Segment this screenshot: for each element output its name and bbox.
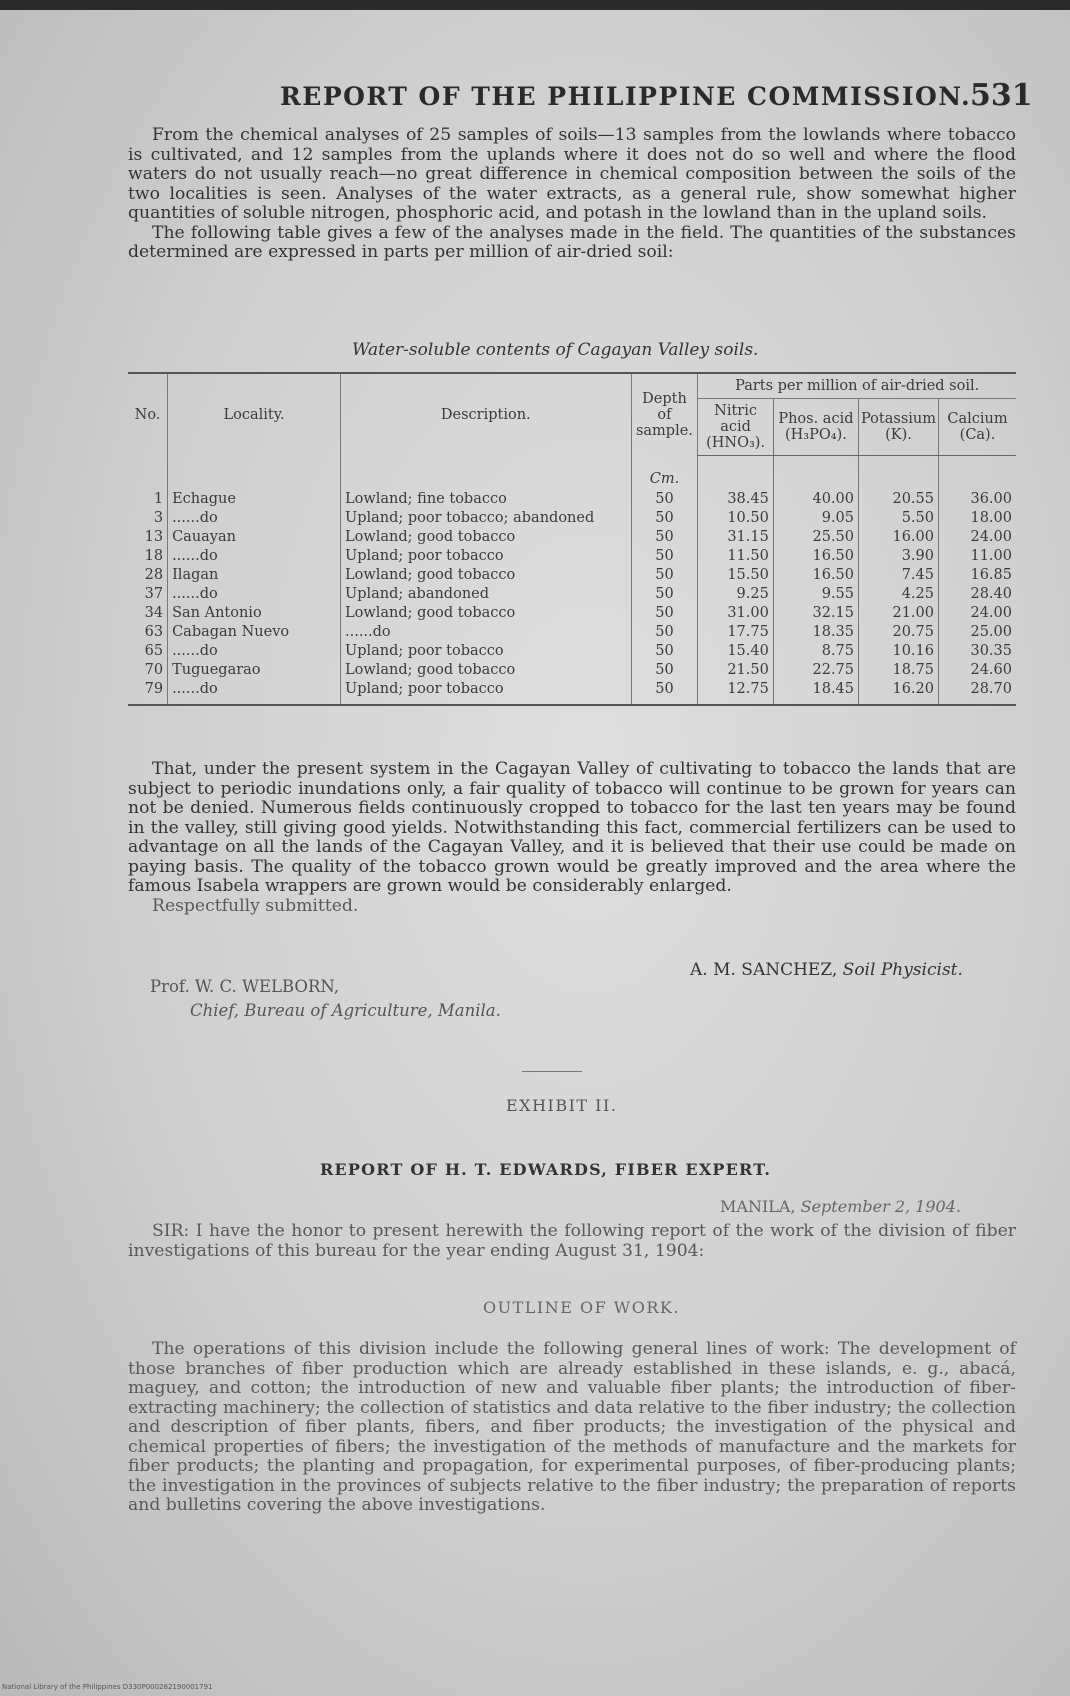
table-row xyxy=(128,546,1016,565)
cell-locality: ......do xyxy=(168,641,341,660)
cell-calcium: 24.60 xyxy=(939,660,1017,679)
cell-phos: 25.50 xyxy=(773,527,858,546)
col-header-phos: Phos. acid (H₃PO₄). xyxy=(773,399,858,456)
cell-potassium: 16.00 xyxy=(859,527,939,546)
cell-description: Upland; poor tobacco xyxy=(341,679,632,705)
cell-depth: 50 xyxy=(631,489,698,508)
cell-description: Lowland; good tobacco xyxy=(341,565,632,584)
dateline-date: September 2, 1904. xyxy=(800,1197,961,1216)
report-title: REPORT OF H. T. EDWARDS, FIBER EXPERT. xyxy=(320,1160,772,1179)
intro-paragraph-1: From the chemical analyses of 25 samples of soils—13 samples from the lowlands where tobacco is cultivated, and 12 samples from the uplands where it does not do so well and where the flood waters do not usually reach—no great difference in chemical composition between the soils of the two localities is seen. Analyses of the water extracts, as a general rule, show somewhat higher quantities of soluble nitrogen, phosphoric acid, and potash in the lowland than in the upland soils. xyxy=(128,125,1016,223)
cell-potassium: 4.25 xyxy=(859,584,939,603)
cell-description: Upland; poor tobacco xyxy=(341,641,632,660)
cell-phos: 9.55 xyxy=(773,584,858,603)
cell-potassium: 16.20 xyxy=(859,679,939,705)
cell-potassium: 18.75 xyxy=(859,660,939,679)
intro-section xyxy=(128,126,1016,263)
cell-nitric: 38.45 xyxy=(698,489,773,508)
cell-locality: Cabagan Nuevo xyxy=(168,622,341,641)
cell-locality: San Antonio xyxy=(168,603,341,622)
cell-description: Upland; abandoned xyxy=(341,584,632,603)
table-row xyxy=(128,603,1016,622)
cell-potassium: 20.55 xyxy=(859,489,939,508)
cell-depth: 50 xyxy=(631,679,698,705)
cell-no: 37 xyxy=(144,585,164,602)
table-body xyxy=(128,456,1016,706)
table-row xyxy=(128,641,1016,660)
cell-potassium: 7.45 xyxy=(859,565,939,584)
cell-calcium: 28.40 xyxy=(939,584,1017,603)
exhibit-heading: EXHIBIT II. xyxy=(506,1096,618,1115)
signature-title: Soil Physicist. xyxy=(842,960,963,980)
col-header-calcium: Calcium (Ca). xyxy=(939,399,1017,456)
cell-locality: ......do xyxy=(168,546,341,565)
header-title: REPORT OF THE PHILIPPINE COMMISSION. xyxy=(280,82,972,111)
cell-description: Lowland; good tobacco xyxy=(341,603,632,622)
cell-depth: 50 xyxy=(631,565,698,584)
depth-unit: Cm. xyxy=(631,456,698,490)
cell-potassium: 21.00 xyxy=(859,603,939,622)
cell-locality: ......do xyxy=(168,508,341,527)
intro-paragraph-2: The following table gives a few of the analyses made in the field. The quantities of the substances determined are expressed in parts per million of air-dried soil: xyxy=(128,222,1016,262)
letter-opening-text: SIR: I have the honor to present herewith the following report of the work of the division of fiber investigations of this bureau for the year ending August 31, 1904: xyxy=(128,1221,1016,1261)
cell-phos: 32.15 xyxy=(773,603,858,622)
signature xyxy=(690,960,963,980)
cell-nitric: 31.15 xyxy=(698,527,773,546)
cell-calcium: 11.00 xyxy=(939,546,1017,565)
table-row xyxy=(128,565,1016,584)
cell-nitric: 21.50 xyxy=(698,660,773,679)
cell-no: 28 xyxy=(144,566,164,583)
cell-no: 79 xyxy=(128,679,168,705)
cell-calcium: 24.00 xyxy=(939,603,1017,622)
table-row xyxy=(128,508,1016,527)
cell-calcium: 24.00 xyxy=(939,527,1017,546)
cell-nitric: 9.25 xyxy=(698,584,773,603)
cell-phos: 9.05 xyxy=(773,508,858,527)
cell-depth: 50 xyxy=(631,641,698,660)
outline-paragraph: The operations of this division include the following general lines of work: The development of those branches of fiber production which are already established in these islands, e. g., abacá, maguey, and cotton; the introduction of new and valuable fiber plants; the introduction of fiber-extracting machinery; the collection of statistics and data relative to the fiber industry; the collection and description of fiber plants, fibers, and fiber products; the investigation of the physical and chemical properties of fibers; the investigation of the methods of manufacture and the markets for fiber products; the planting and propagation, for experimental purposes, of fiber-producing plants; the investigation in the provinces of subjects relative to the fiber industry; the preparation of reports and bulletins covering the above investigations. xyxy=(128,1339,1016,1515)
cell-nitric: 17.75 xyxy=(698,622,773,641)
cell-potassium: 20.75 xyxy=(859,622,939,641)
cell-calcium: 16.85 xyxy=(939,565,1017,584)
cell-phos: 18.45 xyxy=(773,679,858,705)
col-header-nitric: Nitric acid (HNO₃). xyxy=(698,399,773,456)
cell-nitric: 10.50 xyxy=(698,508,773,527)
col-header-potassium: Potassium (K). xyxy=(859,399,939,456)
col-header-description: Description. xyxy=(341,373,632,456)
cell-no: 18 xyxy=(144,547,164,564)
page-number: 531 xyxy=(970,78,1033,113)
cell-locality: ......do xyxy=(168,679,341,705)
conclusion-section xyxy=(128,760,1016,916)
cell-nitric: 31.00 xyxy=(698,603,773,622)
conclusion-paragraph: That, under the present system in the Cagayan Valley of cultivating to tobacco the lands that are subject to periodic inundations only, a fair quality of tobacco will continue to be grown for years can not be denied. Numerous fields continuously cropped to tobacco for the last ten years may be found in the valley, still giving good yields. Notwithstanding this fact, commercial fertilizers can be used to advantage on all the lands of the Cagayan Valley, and it is believed that their use could be made on paying basis. The quality of the tobacco grown would be greatly improved and the area where the famous Isabela wrappers are grown would be considerably enlarged. xyxy=(128,759,1016,896)
cell-calcium: 30.35 xyxy=(939,641,1017,660)
cell-calcium: 18.00 xyxy=(939,508,1017,527)
cell-no: 34 xyxy=(144,604,164,621)
cell-locality: ......do xyxy=(168,584,341,603)
cell-locality: Tuguegarao xyxy=(168,660,341,679)
cell-depth: 50 xyxy=(631,546,698,565)
cell-description: ......do xyxy=(341,622,632,641)
cell-phos: 40.00 xyxy=(773,489,858,508)
cell-phos: 22.75 xyxy=(773,660,858,679)
cell-no: 13 xyxy=(144,528,164,545)
cell-potassium: 3.90 xyxy=(859,546,939,565)
depth-unit-row xyxy=(128,456,1016,490)
cell-depth: 50 xyxy=(631,603,698,622)
cell-depth: 50 xyxy=(631,660,698,679)
cell-phos: 8.75 xyxy=(773,641,858,660)
cell-phos: 18.35 xyxy=(773,622,858,641)
col-header-locality: Locality. xyxy=(168,373,341,456)
cell-nitric: 12.75 xyxy=(698,679,773,705)
cell-nitric: 15.50 xyxy=(698,565,773,584)
table-row xyxy=(128,679,1016,705)
cell-phos: 16.50 xyxy=(773,546,858,565)
table-row xyxy=(128,584,1016,603)
cell-depth: 50 xyxy=(631,508,698,527)
running-header xyxy=(0,78,1070,118)
table-row xyxy=(128,660,1016,679)
cell-no: 1 xyxy=(153,490,164,507)
addressee-name: Prof. W. C. WELBORN, xyxy=(150,977,339,996)
cell-no: 3 xyxy=(153,509,164,526)
table-row xyxy=(128,489,1016,508)
table-caption: Water-soluble contents of Cagayan Valley soils. xyxy=(352,340,759,360)
cell-depth: 50 xyxy=(631,527,698,546)
cell-description: Lowland; good tobacco xyxy=(341,660,632,679)
cell-nitric: 15.40 xyxy=(698,641,773,660)
cell-no: 63 xyxy=(144,623,164,640)
cell-depth: 50 xyxy=(631,622,698,641)
cell-calcium: 25.00 xyxy=(939,622,1017,641)
cell-description: Upland; poor tobacco xyxy=(341,546,632,565)
addressee xyxy=(150,975,501,1023)
scan-border xyxy=(0,0,1070,10)
table-row xyxy=(128,622,1016,641)
cell-no: 70 xyxy=(144,661,164,678)
cell-depth: 50 xyxy=(631,584,698,603)
letter-opening xyxy=(128,1222,1016,1261)
cell-locality: Ilagan xyxy=(168,565,341,584)
cell-calcium: 36.00 xyxy=(939,489,1017,508)
cell-calcium: 28.70 xyxy=(939,679,1017,705)
col-header-group: Parts per million of air-dried soil. xyxy=(698,373,1016,399)
cell-locality: Echague xyxy=(168,489,341,508)
dateline xyxy=(720,1197,961,1216)
cell-no: 65 xyxy=(144,642,164,659)
cell-nitric: 11.50 xyxy=(698,546,773,565)
cell-potassium: 10.16 xyxy=(859,641,939,660)
cell-description: Lowland; good tobacco xyxy=(341,527,632,546)
section-divider xyxy=(522,1071,582,1072)
addressee-office: Chief, Bureau of Agriculture, Manila. xyxy=(190,1001,501,1020)
soil-table xyxy=(128,372,1016,706)
col-header-no: No. xyxy=(128,373,168,456)
closing-line: Respectfully submitted. xyxy=(152,895,359,916)
cell-description: Upland; poor tobacco; abandoned xyxy=(341,508,632,527)
col-header-depth: Depth of sample. xyxy=(631,373,698,456)
cell-locality: Cauayan xyxy=(168,527,341,546)
cell-description: Lowland; fine tobacco xyxy=(341,489,632,508)
table-row xyxy=(128,527,1016,546)
dateline-place: MANILA, xyxy=(720,1197,796,1216)
outline-section xyxy=(128,1340,1016,1516)
footer-credit: National Library of the Philippines D330P000282190001791 xyxy=(2,1683,213,1691)
outline-heading: OUTLINE OF WORK. xyxy=(483,1298,680,1317)
signature-name: A. M. SANCHEZ, xyxy=(690,960,838,980)
cell-phos: 16.50 xyxy=(773,565,858,584)
cell-potassium: 5.50 xyxy=(859,508,939,527)
